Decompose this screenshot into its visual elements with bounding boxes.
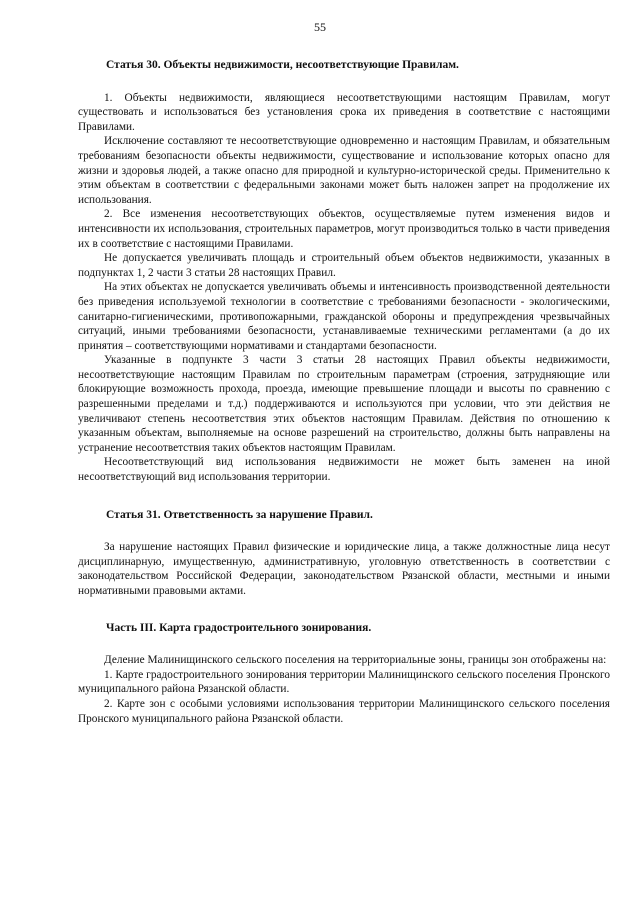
- section-article-31: [78, 508, 610, 599]
- paragraph: За нарушение настоящих Правил физические и юридические лица, а также должностные лица несут дисциплинарную, имущественную, административную, уголовную ответственность в соответствии с законодательством Российской Федерации, законодательством Рязанской области, местными и иными нормативными правовыми актами.: [78, 541, 610, 597]
- paragraph: Указанные в подпункте 3 части 3 статьи 28 настоящих Правил объекты недвижимости, несоответствующие настоящим Правилам по строительным параметрам (строения, затрудняющие или блокирующие возможность прохода, проезда, имеющие превышение площади и высоты по сравнению с разрешенными пределами и т.д.) поддерживаются и используются при условии, что эти действия не увеличивают степень несоответствия этих объектов настоящим Правилам. Действия по отношению к указанным объектам, выполняемые на основе разрешений на строительство, должны быть направлены на устранение несоответствия таких объектов настоящим Правилам.: [78, 354, 610, 454]
- paragraph: 1. Карте градостроительного зонирования территории Малинищинского сельского поселения Пронского муниципального района Рязанской области.: [78, 668, 610, 696]
- paragraph: 2. Карте зон с особыми условиями использования территории Малинищинского сельского поселения Пронского муниципального района Рязанской области.: [78, 697, 610, 725]
- section-heading: Часть III. Карта градостроительного зонирования.: [106, 621, 372, 634]
- paragraph: 1. Объекты недвижимости, являющиеся несоответствующими настоящим Правилам, могут существовать и использоваться без установления срока их приведения в соответствие с настоящими Правилами.: [78, 91, 610, 133]
- section-article-30: [78, 58, 610, 485]
- paragraph: Исключение составляют те несоответствующие одновременно и настоящим Правилам, и обязательным требованиям безопасности объекты недвижимости, существование и использование которых опасно для жизни и здоровья людей, а также опасно для природной и культурно-исторической среды. Применительно к этим объектам в соответствии с федеральными законами может быть наложен запрет на продолжение их использования.: [78, 135, 610, 206]
- section-part-3: [78, 621, 610, 727]
- document-body: [78, 58, 610, 749]
- paragraph: На этих объектах не допускается увеличивать объемы и интенсивность производственной деятельности без приведения используемой технологии в соответствие с требованиями безопасности - экологическими, санитарно-гигиеническими, противопожарными, гражданской обороны и предупреждения чрезвычайных ситуаций, иными требованиями безопасности, устанавливаемые техническими регламентами (а до их принятия – соответствующими нормативами и стандартами безопасности.: [78, 281, 610, 352]
- paragraph: Деление Малинищинского сельского поселения на территориальные зоны, границы зон отображены на:: [104, 654, 607, 667]
- section-heading: Статья 30. Объекты недвижимости, несоответствующие Правилам.: [106, 59, 459, 71]
- paragraph: Не допускается увеличивать площадь и строительный объем объектов недвижимости, указанных в подпунктах 1, 2 части 3 статьи 28 настоящих Правил.: [78, 252, 610, 279]
- section-heading: Статья 31. Ответственность за нарушение Правил.: [106, 508, 373, 521]
- page-number: 55: [314, 20, 326, 34]
- paragraph: 2. Все изменения несоответствующих объектов, осуществляемые путем изменения видов и интенсивности их использования, строительных параметров, могут производиться только в части приведения их в соответствие с настоящими Правилами.: [78, 208, 610, 250]
- paragraph: Несоответствующий вид использования недвижимости не может быть заменен на иной несоответствующий вид использования территории.: [78, 456, 610, 484]
